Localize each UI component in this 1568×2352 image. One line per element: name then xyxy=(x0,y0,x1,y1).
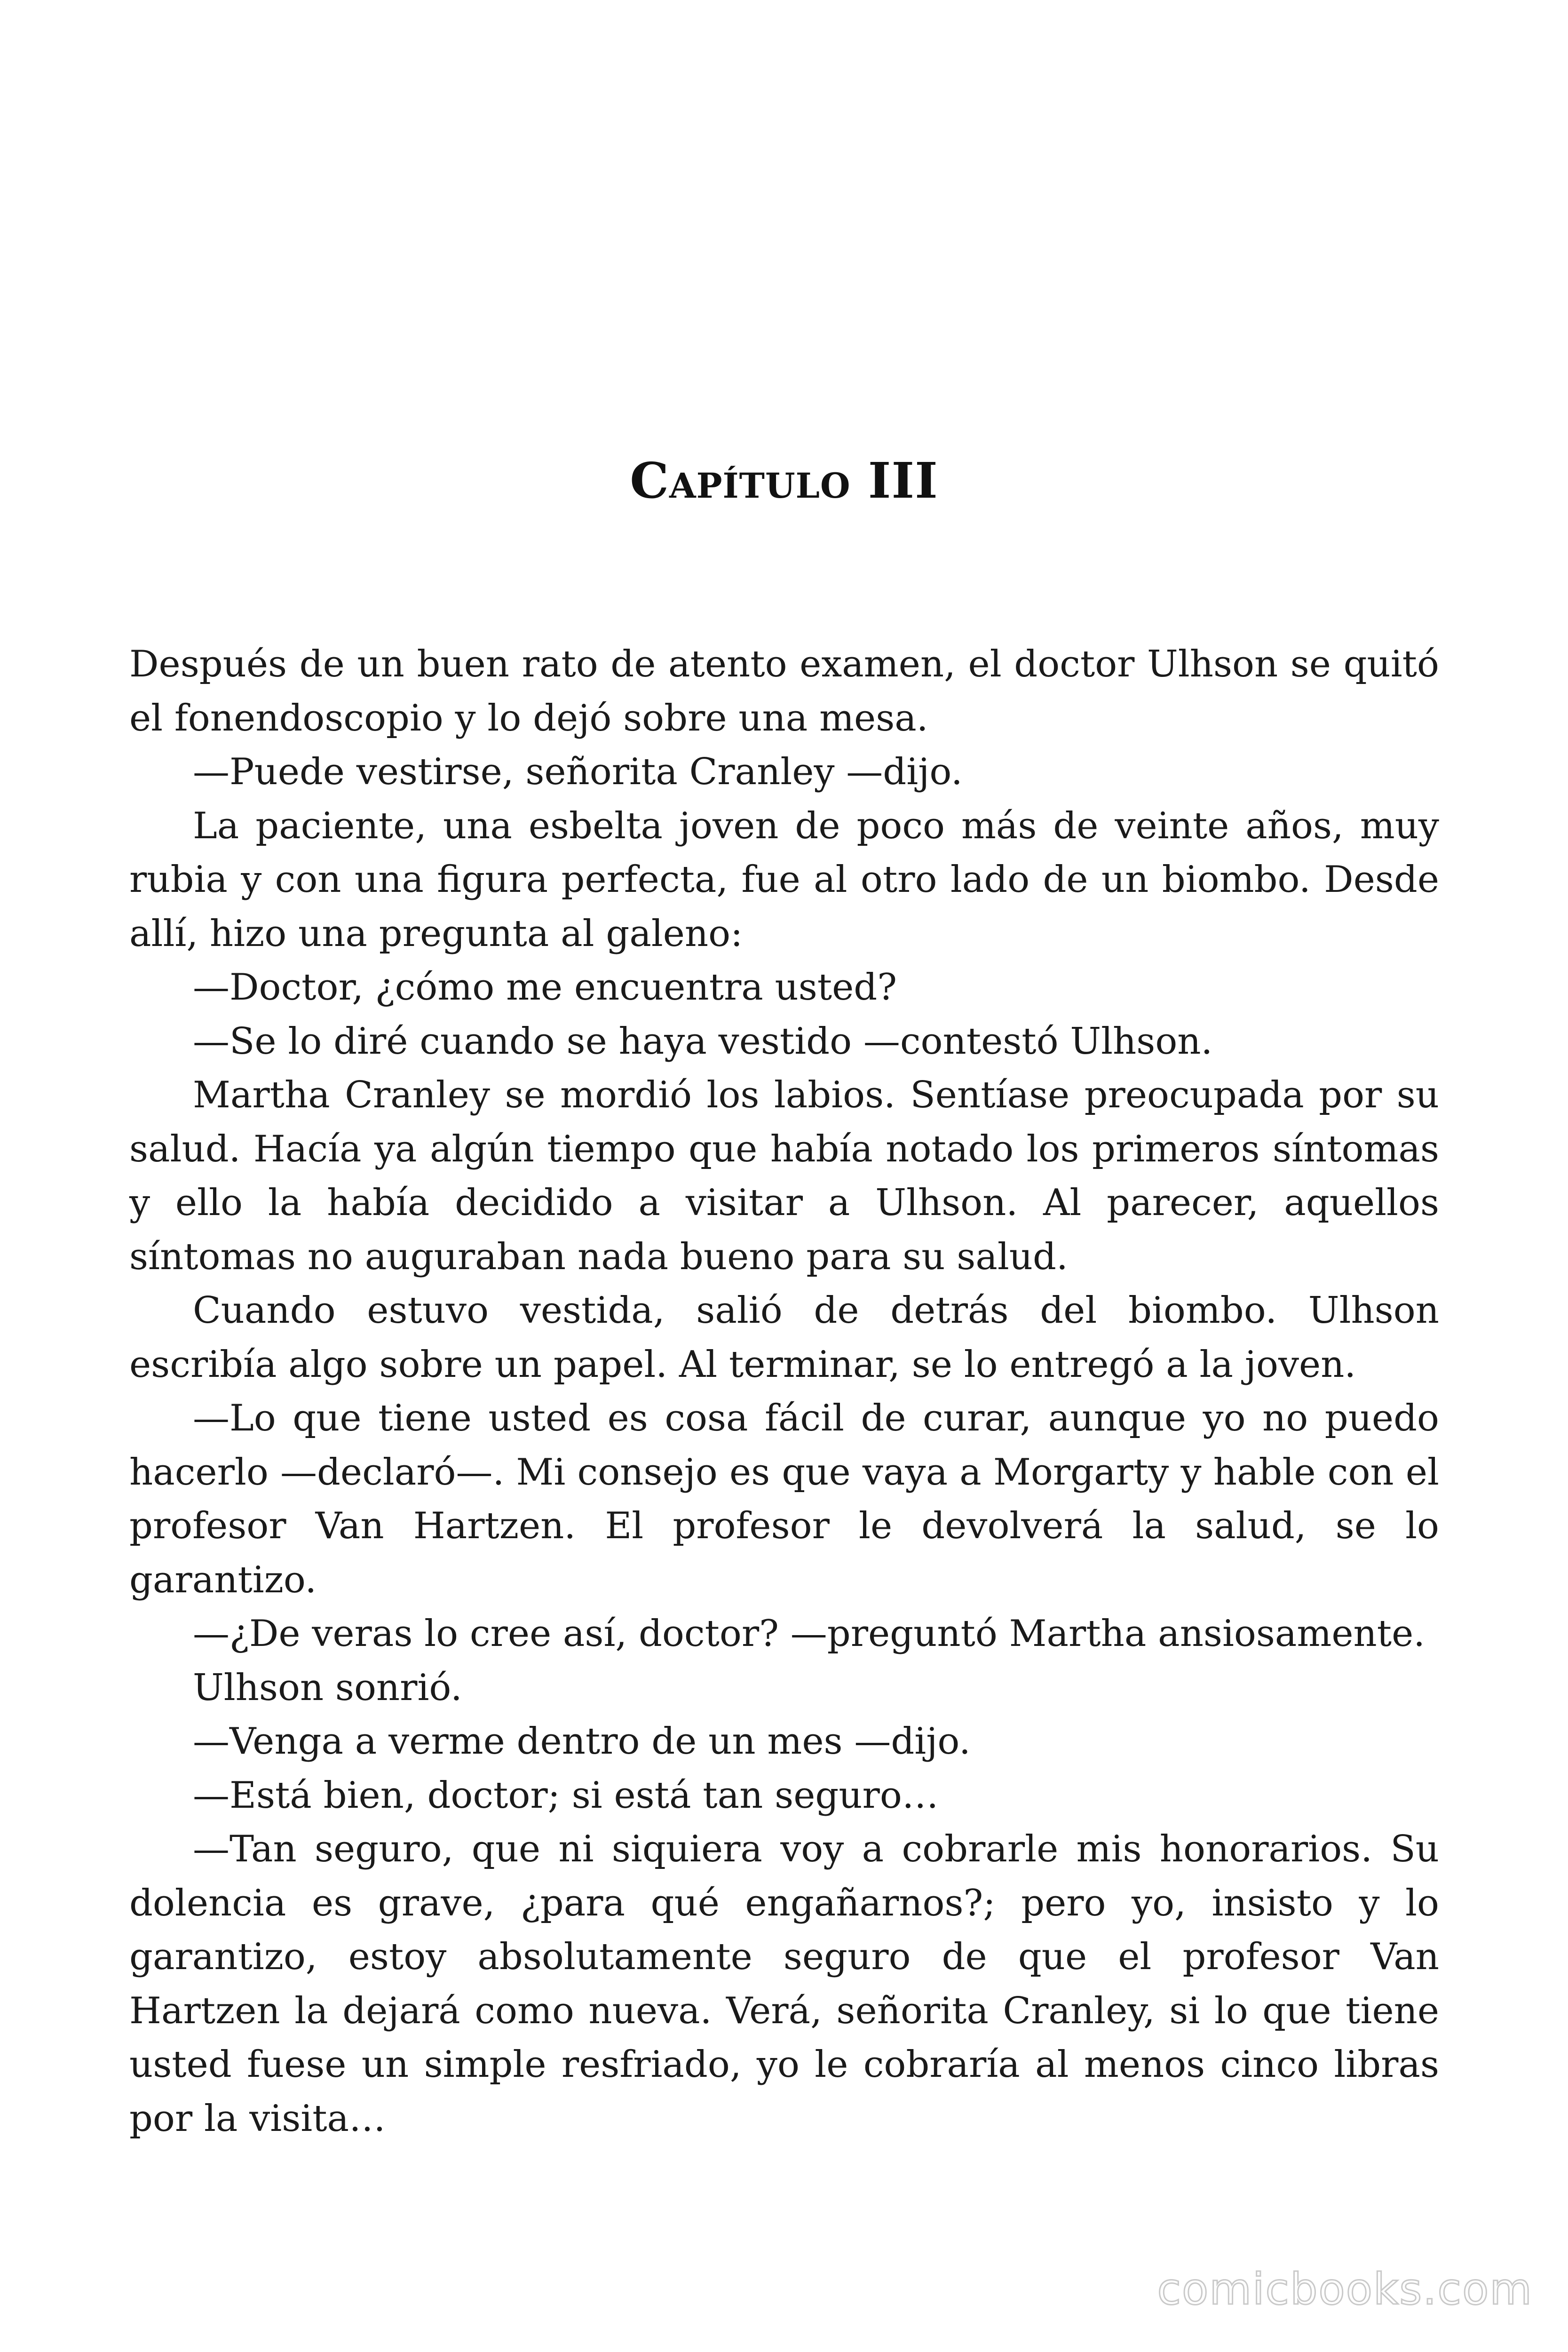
paragraph: —Puede vestirse, señorita Cranley —dijo. xyxy=(193,751,963,793)
paragraph: La paciente, una esbelta joven de poco más de veinte años, muy rubia y con una figura perfecta, fue al otro lado de un biombo. Desde allí, hizo una pregunta al galeno: xyxy=(129,804,1439,955)
paragraph: —Se lo diré cuando se haya vestido —contestó Ulhson. xyxy=(193,1020,1213,1063)
paragraph: Después de un buen rato de atento examen, el doctor Ulhson se quitó el fonendoscopio y lo dejó sobre una mesa. xyxy=(129,643,1439,739)
paragraph: Cuando estuvo vestida, salió de detrás del biombo. Ulhson escribía algo sobre un papel. Al terminar, se lo entregó a la joven. xyxy=(129,1289,1439,1386)
paragraph: —Tan seguro, que ni siquiera voy a cobrarle mis honorarios. Su dolencia es grave, ¿para qué engañarnos?; pero yo, insisto y lo garantizo, estoy absolutamente seguro de que el profesor Van Hartzen la dejará como nueva. Verá, señorita Cranley, si lo que tiene usted fuese un simple resfriado, yo le cobraría al menos cinco libras por la visita… xyxy=(129,1828,1439,2140)
paragraph: —Lo que tiene usted es cosa fácil de curar, aunque yo no puedo hacerlo —declaró—. Mi consejo es que vaya a Morgarty y hable con el profesor Van Hartzen. El profesor le devolverá la salud, se lo garantizo. xyxy=(129,1397,1439,1601)
paragraph: —Está bien, doctor; si está tan seguro… xyxy=(193,1774,939,1817)
paragraph: Martha Cranley se mordió los labios. Sentíase preocupada por su salud. Hacía ya algún tiempo que había notado los primeros síntomas y ello la había decidido a visitar a Ulhson. Al parecer, aquellos síntomas no auguraban nada bueno para su salud. xyxy=(129,1074,1439,1278)
chapter-title: Capítulo III xyxy=(630,452,938,509)
paragraph: —Doctor, ¿cómo me encuentra usted? xyxy=(193,966,897,1009)
paragraph: —Venga a verme dentro de un mes —dijo. xyxy=(193,1720,971,1763)
watermark: comicbooks.com xyxy=(1157,2264,1533,2314)
chapter-body xyxy=(129,637,1439,2145)
paragraph: Ulhson sonrió. xyxy=(193,1666,462,1709)
paragraph: —¿De veras lo cree así, doctor? —preguntó Martha ansiosamente. xyxy=(193,1613,1425,1655)
